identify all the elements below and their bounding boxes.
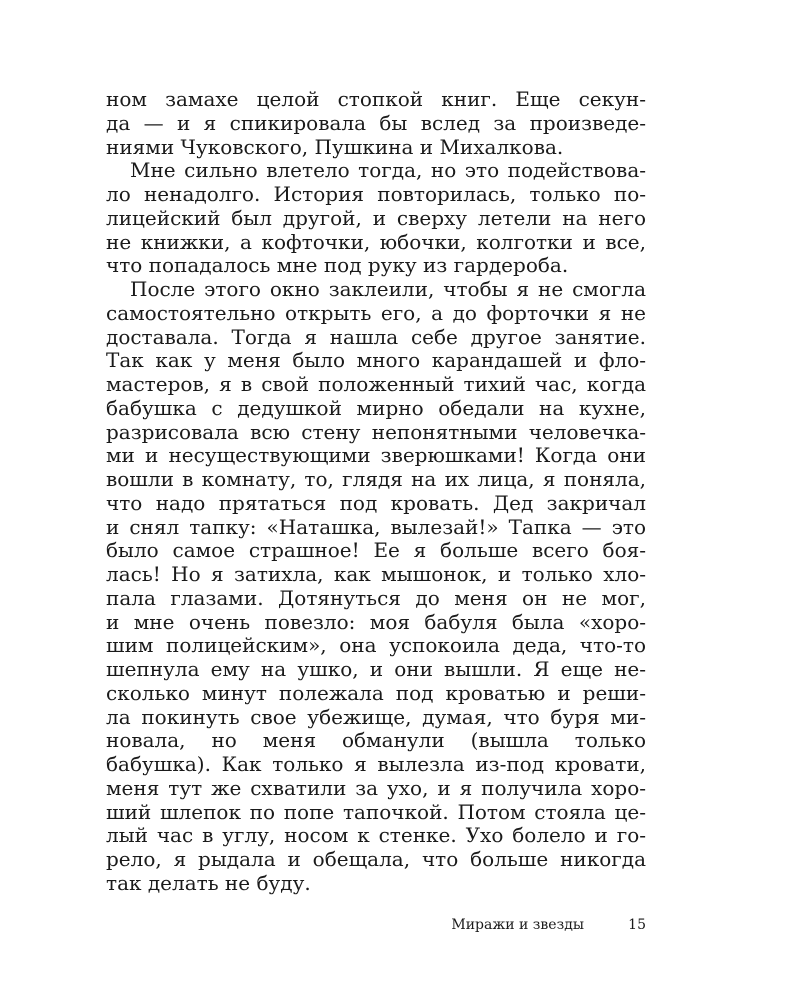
text-line: самостоятельно открыть его, а до форточки я не bbox=[106, 300, 646, 325]
text-line: пала глазами. Дотянуться до меня он не мог, bbox=[106, 585, 646, 610]
text-line: После этого окно заклеили, чтобы я не смогла bbox=[130, 277, 646, 301]
text-line: ший шлепок по попе тапочкой. Потом стояла це- bbox=[106, 799, 646, 824]
text-line: шепнула ему на ушко, и они вышли. Я еще не- bbox=[106, 657, 646, 681]
page-footer bbox=[106, 914, 646, 936]
text-line: лый час в углу, носом к стенке. Ухо болело и го- bbox=[106, 823, 646, 848]
text-line: было самое страшное! Ее я больше всего боя- bbox=[106, 538, 646, 563]
text-line: что попадалось мне под руку из гардероба. bbox=[106, 253, 569, 278]
page-number: 15 bbox=[628, 917, 646, 933]
text-line: ло ненадолго. История повторилась, только по- bbox=[106, 182, 646, 206]
text-line: что надо прятаться под кровать. Дед закричал bbox=[106, 490, 646, 515]
text-line: бабушка). Как только я вылезла из-под кровати, bbox=[106, 752, 646, 776]
text-line: бабушка с дедушкой мирно обедали на кухне, bbox=[106, 395, 646, 420]
text-line: ла покинуть свое убежище, думая, что буря ми- bbox=[106, 704, 646, 729]
text-line: лицейский был другой, и сверху летели на него bbox=[106, 205, 646, 230]
text-line: Так как у меня было много карандашей и фло- bbox=[106, 348, 646, 373]
text-line: да — и я спикировала бы вслед за произведе- bbox=[106, 110, 646, 135]
text-line: шим полицейским», она успокоила деда, что-то bbox=[106, 633, 646, 658]
text-line: мастеров, я в свой положенный тихий час, когда bbox=[106, 372, 646, 396]
text-line: доставала. Тогда я нашла себе другое занятие. bbox=[106, 324, 646, 349]
body-text bbox=[106, 88, 646, 896]
text-line: лась! Но я затихла, как мышонок, и только хло- bbox=[106, 562, 646, 586]
text-line: рело, я рыдала и обещала, что больше никогда bbox=[106, 847, 646, 871]
text-line: и снял тапку: «Наташка, вылезай!» Тапка — это bbox=[106, 514, 646, 539]
text-line: вошли в комнату, то, глядя на их лица, я поняла, bbox=[106, 467, 646, 491]
text-line: и мне очень повезло: моя бабуля была «хоро- bbox=[106, 609, 646, 634]
text-line: ниями Чуковского, Пушкина и Михалкова. bbox=[106, 134, 564, 159]
text-line: ми и несуществующими зверюшками! Когда они bbox=[106, 443, 646, 468]
text-line: сколько минут полежала под кроватью и реши- bbox=[106, 680, 646, 705]
text-line: так делать не буду. bbox=[106, 870, 311, 895]
text-line: не книжки, а кофточки, юбочки, колготки и все, bbox=[106, 229, 646, 254]
text-line: ном замахе целой стопкой книг. Еще секун- bbox=[106, 87, 646, 111]
text-line: меня тут же схватили за ухо, и я получила хоро- bbox=[106, 775, 646, 800]
text-line: новала, но меня обманули (вышла только bbox=[106, 728, 646, 753]
running-title: Миражи и звезды bbox=[451, 917, 584, 933]
text-line: Мне сильно влетело тогда, но это подействова- bbox=[130, 158, 646, 183]
text-line: разрисовала всю стену непонятными человечка- bbox=[106, 419, 646, 444]
